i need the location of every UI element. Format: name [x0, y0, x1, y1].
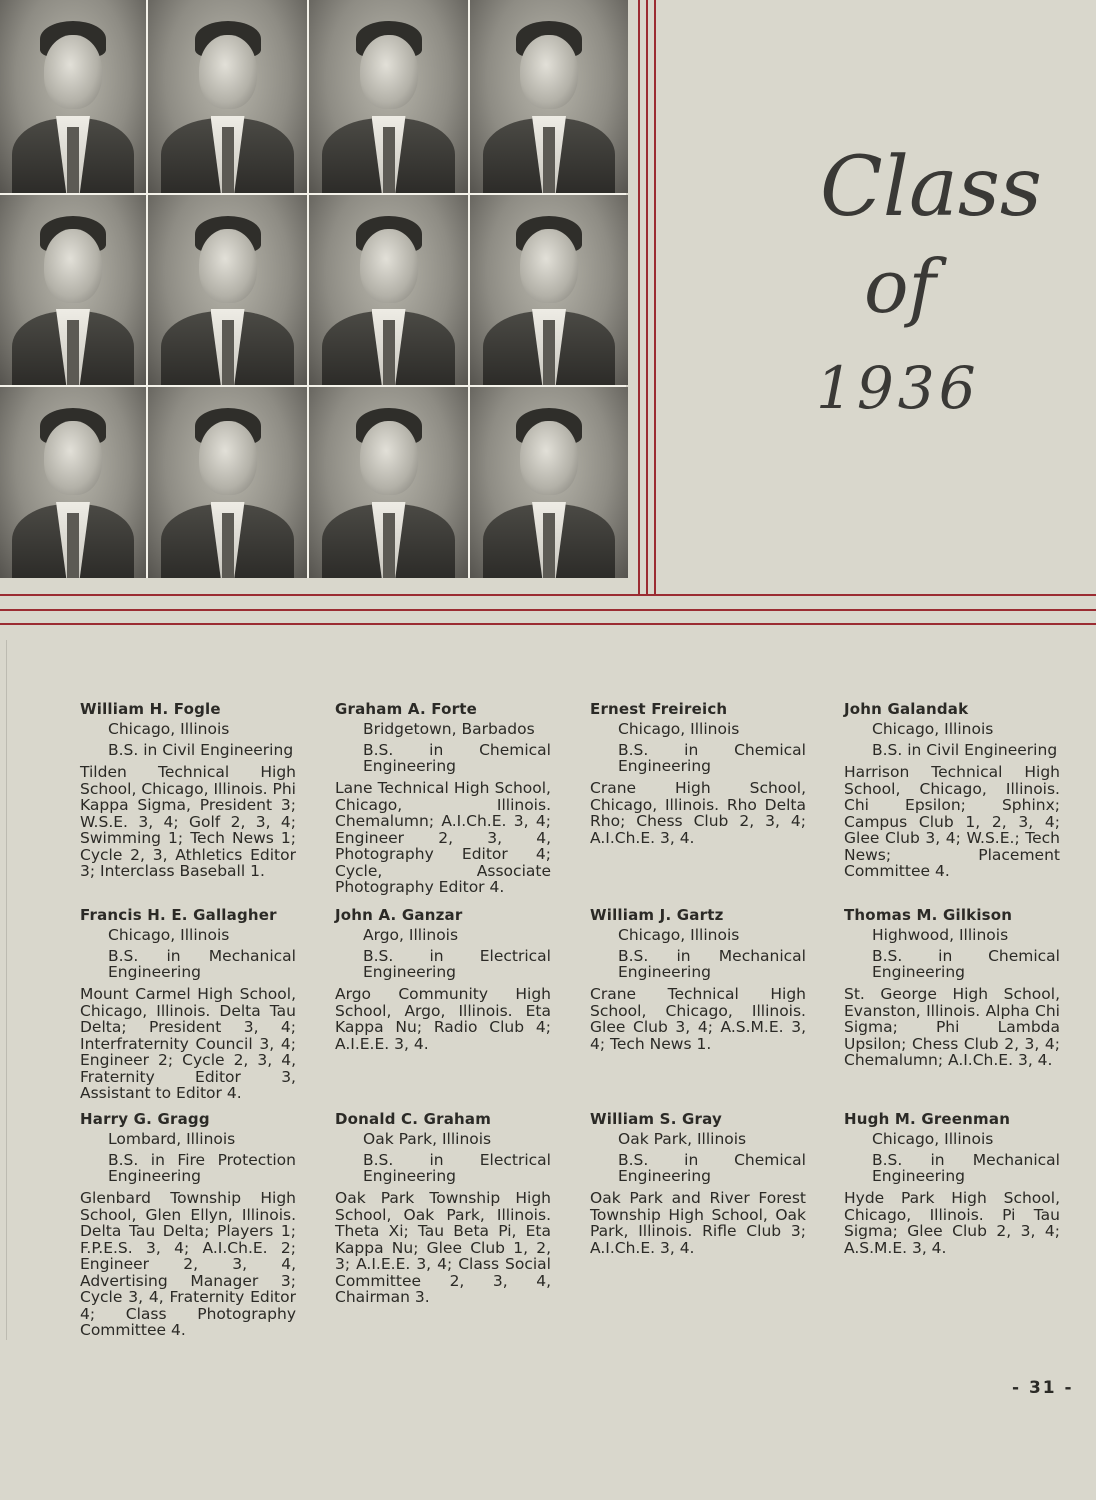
degree: B.S. in Civil Engineering [872, 741, 1058, 759]
student-name: William S. Gray [590, 1110, 722, 1128]
hometown: Oak Park, Illinois [618, 1130, 747, 1148]
student-name: Graham A. Forte [335, 700, 477, 718]
hometown: Bridgetown, Barbados [363, 720, 535, 738]
portrait-photo [148, 387, 307, 578]
title-class: Class [820, 140, 1043, 235]
student-name: Francis H. E. Gallagher [80, 906, 277, 924]
degree: B.S. in Mechanical Engineering [108, 947, 296, 981]
hometown: Highwood, Illinois [872, 926, 1009, 944]
activities: St. George High School, Evanston, Illinois. Alpha Chi Sigma; Phi Lambda Upsilon; Chess Club 2, 3, 4; Chemalumn; A.I.Ch.E. 3, 4. [844, 985, 1060, 1069]
student-entry [844, 1110, 1060, 1256]
portrait-photo [309, 0, 468, 193]
activities: Glenbard Township High School, Glen Ellyn, Illinois. Delta Tau Delta; Players 1; F.P.E.S. 3, 4; A.I.Ch.E. 2; Engineer 2, 3, 4, Advertising Manager 3; Cycle 3, 4, Fraternity Editor 4; Class Photography Committee 4. [80, 1189, 296, 1339]
vertical-rule [654, 0, 656, 594]
student-entry [844, 700, 1060, 880]
hometown: Chicago, Illinois [108, 926, 230, 944]
hometown: Oak Park, Illinois [363, 1130, 492, 1148]
student-name: William H. Fogle [80, 700, 221, 718]
student-name: William J. Gartz [590, 906, 724, 924]
activities: Hyde Park High School, Chicago, Illinois. Pi Tau Sigma; Glee Club 2, 3, 4; A.S.M.E. 3, 4. [844, 1189, 1060, 1257]
student-entry [80, 1110, 296, 1339]
student-name: John A. Ganzar [335, 906, 463, 924]
degree: B.S. in Fire Protection Engineering [108, 1151, 296, 1185]
degree: B.S. in Civil Engineering [108, 741, 294, 759]
portrait-photo [0, 387, 146, 578]
activities: Harrison Technical High School, Chicago, Illinois. Chi Epsilon; Sphinx; Campus Club 1, 2, 3, 4; Glee Club 3, 4; W.S.E.; Tech News; Placement Committee 4. [844, 763, 1060, 880]
hometown: Chicago, Illinois [618, 720, 740, 738]
degree: B.S. in Chemical Engineering [872, 947, 1060, 981]
degree: B.S. in Chemical Engineering [618, 1151, 806, 1185]
degree: B.S. in Chemical Engineering [618, 741, 806, 775]
student-name: Harry G. Gragg [80, 1110, 210, 1128]
horizontal-rule [0, 609, 1096, 611]
student-entry [80, 700, 296, 880]
activities: Crane High School, Chicago, Illinois. Rho Delta Rho; Chess Club 2, 3, 4; A.I.Ch.E. 3, 4. [590, 779, 806, 847]
activities: Argo Community High School, Argo, Illinois. Eta Kappa Nu; Radio Club 4; A.I.E.E. 3, 4. [335, 985, 551, 1053]
portrait-photo [148, 195, 307, 385]
hometown: Chicago, Illinois [108, 720, 230, 738]
activities: Oak Park Township High School, Oak Park, Illinois. Theta Xi; Tau Beta Pi, Eta Kappa Nu; Glee Club 1, 2, 3; A.I.E.E. 3, 4; Class Social Committee 2, 3, 4, Chairman 3. [335, 1189, 551, 1306]
portrait-photo [0, 0, 146, 193]
student-entry [590, 906, 806, 1052]
page-number: - 31 - [1012, 1378, 1074, 1398]
student-entry [590, 1110, 806, 1256]
activities: Crane Technical High School, Chicago, Illinois. Glee Club 3, 4; A.S.M.E. 3, 4; Tech News 1. [590, 985, 806, 1053]
student-name: Donald C. Graham [335, 1110, 492, 1128]
hometown: Chicago, Illinois [872, 720, 994, 738]
student-name: John Galandak [844, 700, 969, 718]
portrait-photo [309, 387, 468, 578]
student-entry [80, 906, 296, 1102]
portrait-photo [470, 387, 628, 578]
student-entry [335, 700, 551, 896]
student-name: Thomas M. Gilkison [844, 906, 1013, 924]
degree: B.S. in Chemical Engineering [363, 741, 551, 775]
degree: B.S. in Mechanical Engineering [872, 1151, 1060, 1185]
portrait-photo [0, 195, 146, 385]
activities: Lane Technical High School, Chicago, Illinois. Chemalumn; A.I.Ch.E. 3, 4; Engineer 2, 3, 4, Photography Editor 4; Cycle, Associate Photography Editor 4. [335, 779, 551, 896]
portrait-photo [470, 195, 628, 385]
portrait-photo [148, 0, 307, 193]
vertical-rule [638, 0, 640, 594]
student-entry [335, 906, 551, 1052]
activities: Tilden Technical High School, Chicago, Illinois. Phi Kappa Sigma, President 3; W.S.E. 3, 4; Golf 2, 3, 4; Swimming 1; Tech News 1; Cycle 2, 3, Athletics Editor 3; Interclass Baseball 1. [80, 763, 296, 880]
hometown: Argo, Illinois [363, 926, 459, 944]
title-of: of [864, 244, 936, 330]
student-entry [590, 700, 806, 846]
degree: B.S. in Electrical Engineering [363, 947, 551, 981]
activities: Mount Carmel High School, Chicago, Illinois. Delta Tau Delta; President 3, 4; Interfraternity Council 3, 4; Engineer 2; Cycle 2, 3, 4, Fraternity Editor 3, Assistant to Editor 4. [80, 985, 296, 1102]
student-name: Ernest Freireich [590, 700, 728, 718]
hometown: Chicago, Illinois [872, 1130, 994, 1148]
student-entry [335, 1110, 551, 1306]
portrait-photo [470, 0, 628, 193]
horizontal-rule [0, 623, 1096, 625]
hometown: Lombard, Illinois [108, 1130, 236, 1148]
vertical-rule [646, 0, 648, 594]
degree: B.S. in Mechanical Engineering [618, 947, 806, 981]
title-year: 1936 [816, 354, 980, 422]
portrait-photo [309, 195, 468, 385]
degree: B.S. in Electrical Engineering [363, 1151, 551, 1185]
page-edge [6, 640, 7, 1340]
portrait-grid [0, 0, 626, 578]
horizontal-rule [0, 594, 1096, 596]
activities: Oak Park and River Forest Township High School, Oak Park, Illinois. Rifle Club 3; A.I.Ch.E. 3, 4. [590, 1189, 806, 1257]
student-name: Hugh M. Greenman [844, 1110, 1011, 1128]
student-entry [844, 906, 1060, 1069]
hometown: Chicago, Illinois [618, 926, 740, 944]
